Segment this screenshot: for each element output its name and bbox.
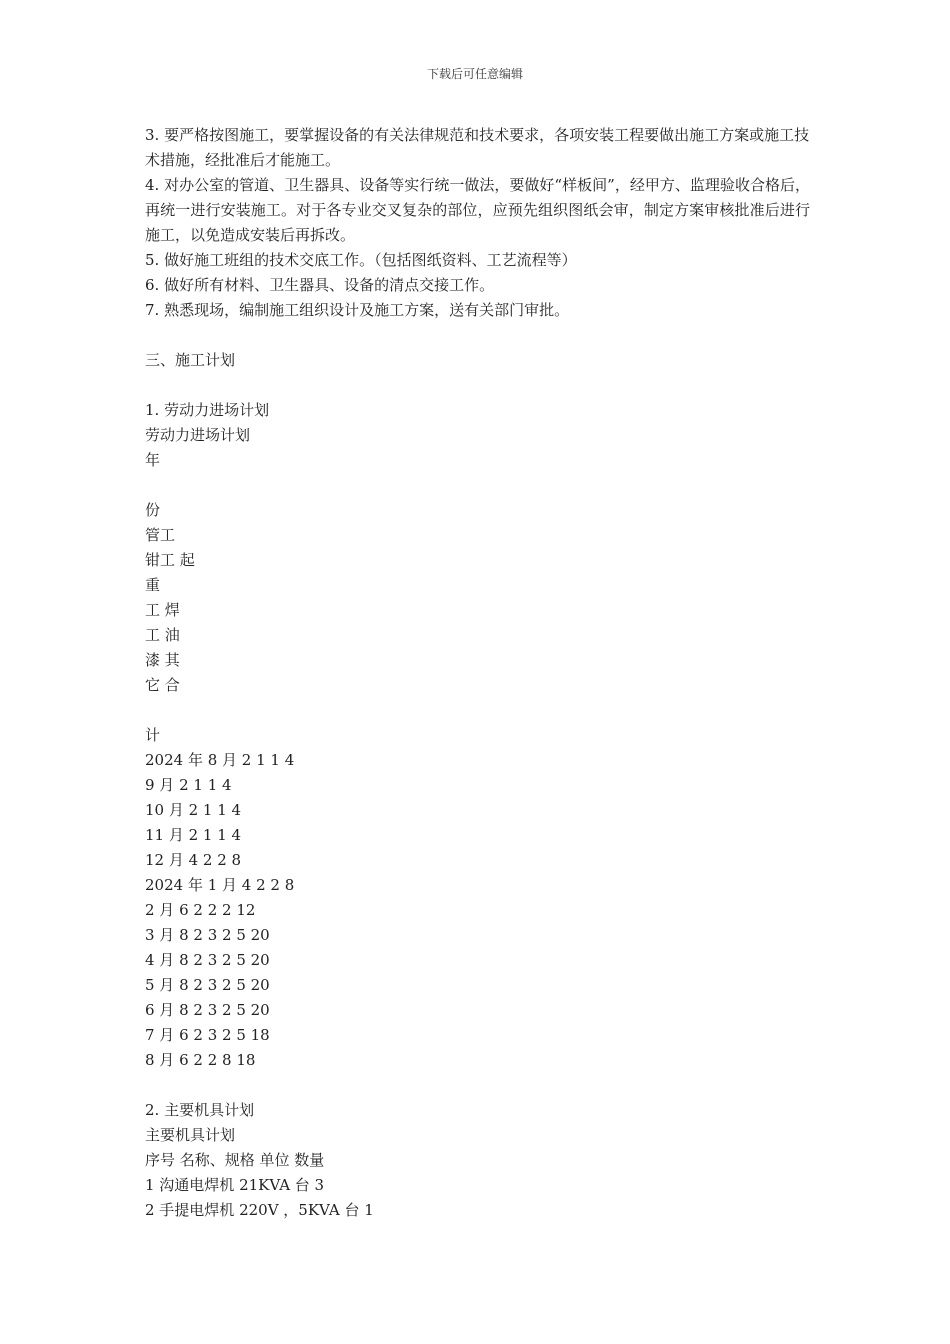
labor-header-line: 份 <box>145 501 161 519</box>
spacer <box>145 373 810 398</box>
labor-row: 8 月 6 2 2 8 18 <box>145 1051 256 1069</box>
labor-row: 7 月 6 2 3 2 5 18 <box>145 1026 270 1044</box>
labor-header-line: 漆 其 <box>145 651 180 669</box>
labor-row: 6 月 8 2 3 2 5 20 <box>145 1001 270 1019</box>
requirement-item: 5. 做好施工班组的技术交底工作。（包括图纸资料、工艺流程等） <box>145 251 577 269</box>
labor-header-line: 工 油 <box>145 626 180 644</box>
labor-header-line: 计 <box>145 726 161 744</box>
labor-row: 3 月 8 2 3 2 5 20 <box>145 926 270 944</box>
labor-plan <box>145 398 810 1073</box>
labor-row: 11 月 2 1 1 4 <box>145 826 242 844</box>
spacer <box>145 1073 810 1098</box>
labor-header-line: 重 <box>145 576 161 594</box>
labor-plan-table-title: 劳动力进场计划 <box>145 426 251 444</box>
machine-plan-heading: 2. 主要机具计划 <box>145 1101 255 1119</box>
requirement-item: 3. 要严格按图施工，要掌握设备的有关法律规范和技术要求，各项安装工程要做出施工方案或施工技术措施，经批准后才能施工。 <box>145 126 810 169</box>
labor-row: 2024 年 8 月 2 1 1 4 <box>145 751 295 769</box>
labor-plan-heading: 1. 劳动力进场计划 <box>145 401 270 419</box>
labor-header-line: 钳工 起 <box>145 551 195 569</box>
labor-row: 10 月 2 1 1 4 <box>145 801 242 819</box>
labor-header-line: 年 <box>145 451 161 469</box>
machine-plan-table-title: 主要机具计划 <box>145 1126 236 1144</box>
labor-header-line: 管工 <box>145 526 176 544</box>
labor-row: 2 月 6 2 2 2 12 <box>145 901 256 919</box>
requirement-item: 6. 做好所有材料、卫生器具、设备的清点交接工作。 <box>145 276 495 294</box>
requirement-item: 4. 对办公室的管道、卫生器具、设备等实行统一做法，要做好“样板间”，经甲方、监理验收合格后，再统一进行安装施工。对于各专业交叉复杂的部位，应预先组织图纸会审，制定方案审核批准后进行施工，以免造成安装后再拆改。 <box>145 176 810 244</box>
labor-header-line: 工 焊 <box>145 601 180 619</box>
page-header: 下载后可任意编辑 <box>426 67 523 81</box>
machine-plan <box>145 1098 810 1223</box>
section-title: 三、施工计划 <box>145 351 236 369</box>
spacer <box>145 473 810 498</box>
labor-row: 2024 年 1 月 4 2 2 8 <box>145 876 295 894</box>
machine-row: 1 沟通电焊机 21KVA 台 3 <box>145 1176 325 1194</box>
requirement-item: 7. 熟悉现场，编制施工组织设计及施工方案，送有关部门审批。 <box>145 301 570 319</box>
requirements-list <box>145 123 810 323</box>
labor-row: 5 月 8 2 3 2 5 20 <box>145 976 270 994</box>
labor-row: 4 月 8 2 3 2 5 20 <box>145 951 270 969</box>
spacer <box>145 323 810 348</box>
spacer <box>145 698 810 723</box>
document-body <box>145 123 810 1223</box>
labor-row: 9 月 2 1 1 4 <box>145 776 232 794</box>
machine-plan-columns: 序号 名称、规格 单位 数量 <box>145 1151 325 1169</box>
labor-row: 12 月 4 2 2 8 <box>145 851 242 869</box>
machine-row: 2 手提电焊机 220V ，5KVA 台 1 <box>145 1201 374 1219</box>
labor-header-line: 它 合 <box>145 676 180 694</box>
